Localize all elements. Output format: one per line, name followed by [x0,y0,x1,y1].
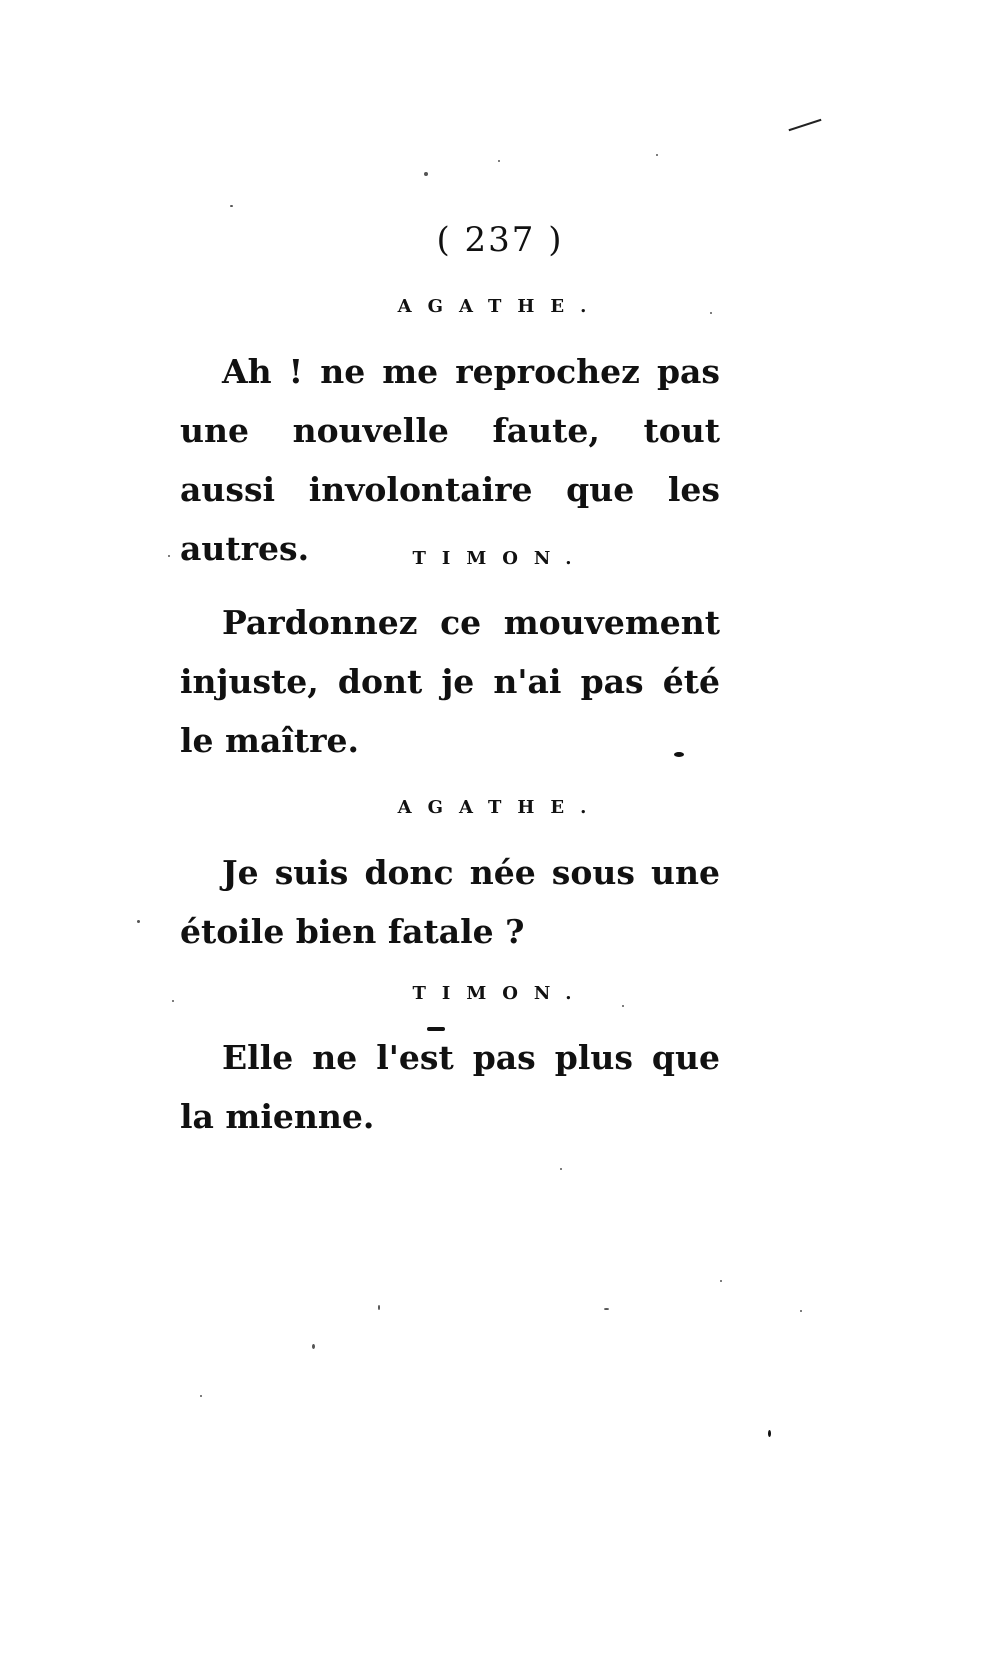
scan-speck [656,154,658,156]
speaker-name: AGATHE. [397,296,603,317]
speech-paragraph: Elle ne l'est pas plus que la mienne. [180,1038,720,1136]
scan-speck [604,1308,609,1310]
scan-speck [674,752,684,757]
scan-speck [498,160,500,162]
page-number: ( 237 ) [436,220,564,260]
speaker-name: TIMON. [412,983,588,1004]
scan-speck [378,1305,380,1310]
scan-speck [200,1395,202,1397]
speech-paragraph: Je suis donc née sous une étoile bien fatale ? [180,853,720,951]
scan-speck [560,1168,562,1170]
scan-speck [622,1005,624,1007]
scan-speck [710,312,712,314]
speaker-name: TIMON. [412,548,588,569]
speech-paragraph: Ah ! ne me reprochez pas une nouvelle faute, tout aussi involontaire que les autres. [180,352,720,568]
speech-text [180,342,720,578]
scan-speck [230,205,233,207]
scan-speck [168,555,170,557]
scan-mark [789,119,822,131]
scan-speck [137,920,140,923]
speech-text [180,1028,720,1146]
scan-speck [427,1027,445,1031]
scan-speck [312,1344,315,1349]
speaker-name: AGATHE. [397,797,603,818]
speech-text [180,843,720,961]
speech-paragraph: Pardonnez ce mouvement injuste, dont je n'ai pas été le maître. [180,603,720,760]
scan-speck [800,1310,802,1312]
scan-speck [424,172,428,176]
scan-speck [768,1430,771,1437]
speech-text [180,593,720,770]
scan-speck [172,1000,174,1002]
scan-speck [720,1280,722,1282]
